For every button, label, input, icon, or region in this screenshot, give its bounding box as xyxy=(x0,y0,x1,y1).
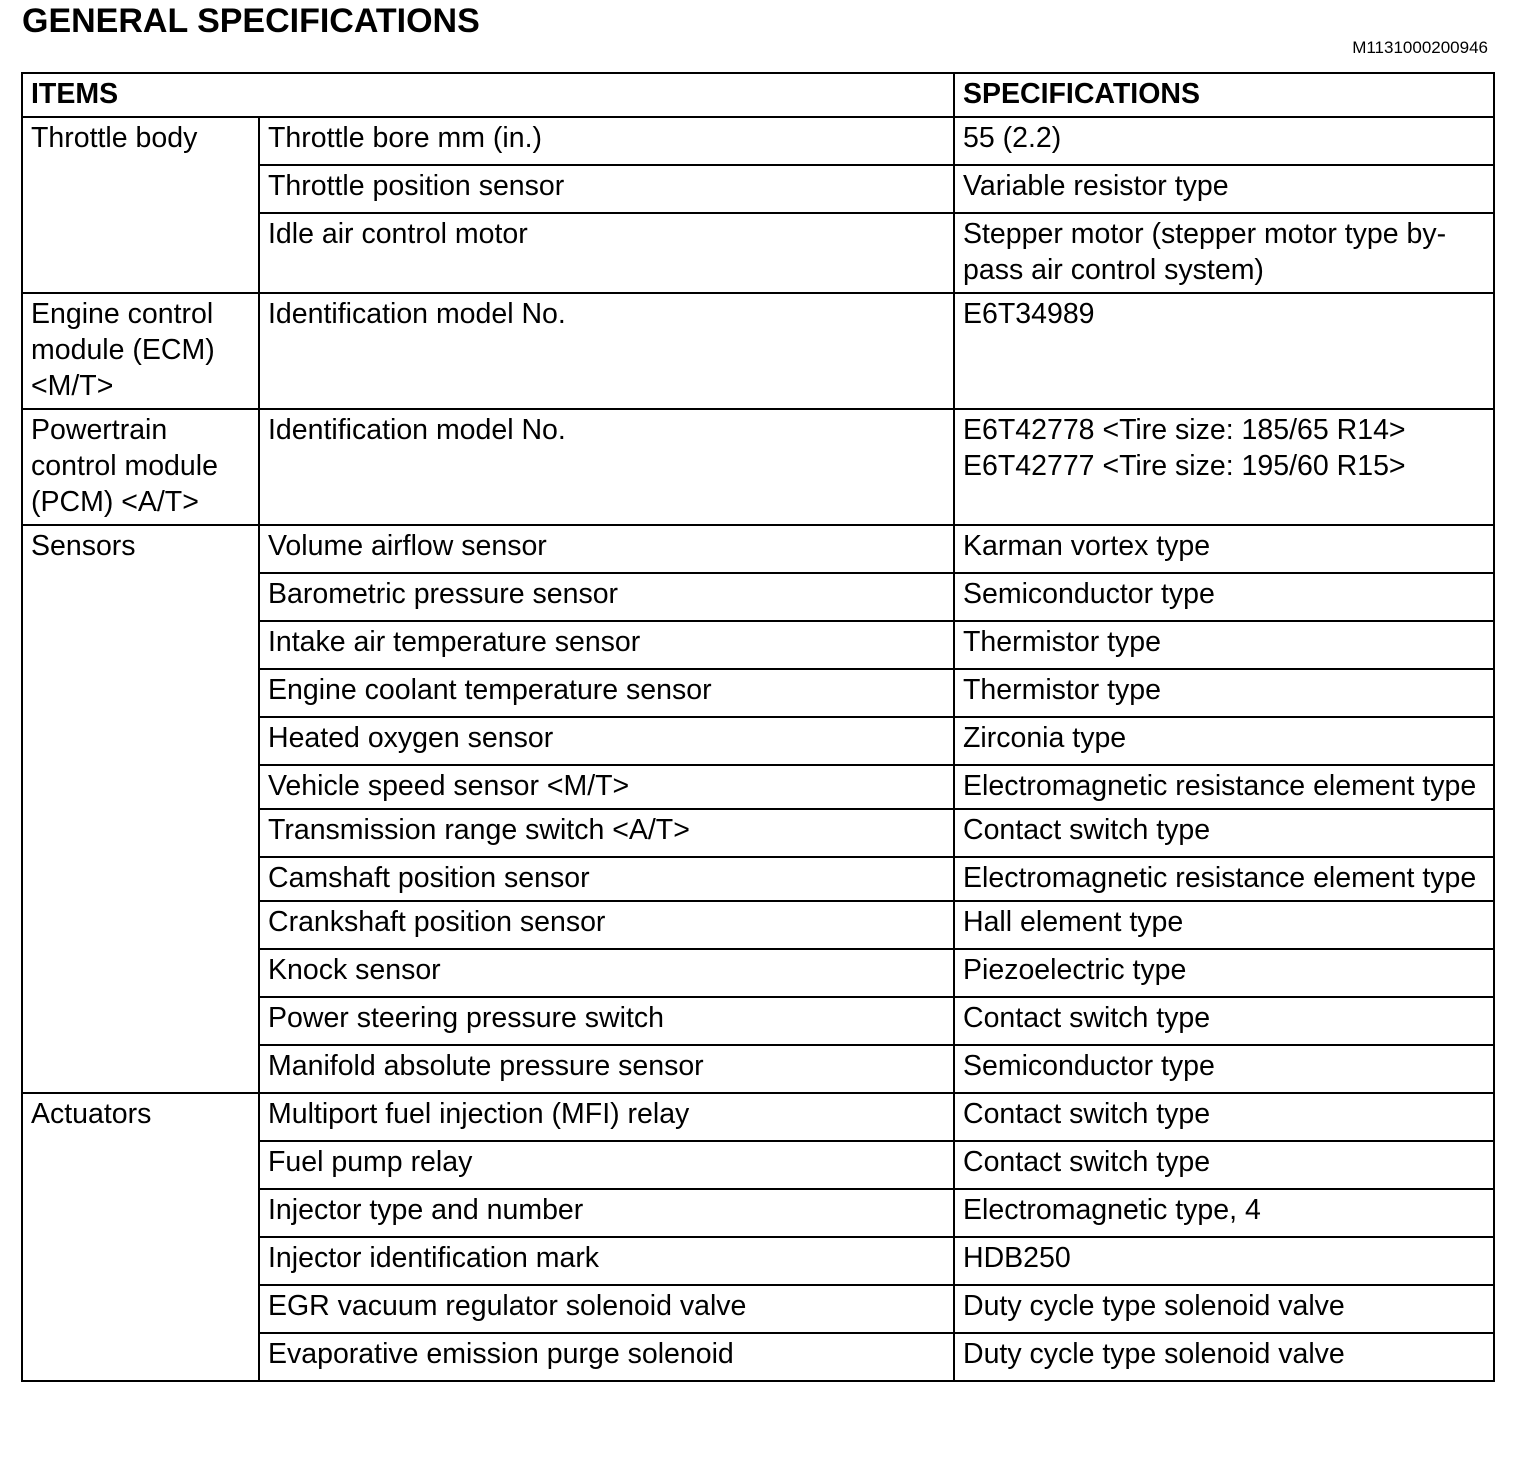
spec-cell: Piezoelectric type xyxy=(954,949,1494,997)
item-cell: Throttle position sensor xyxy=(259,165,954,213)
spec-cell: Duty cycle type solenoid valve xyxy=(954,1333,1494,1381)
item-cell: Fuel pump relay xyxy=(259,1141,954,1189)
item-cell: Throttle bore mm (in.) xyxy=(259,117,954,165)
spec-cell xyxy=(954,409,1494,525)
header-items: ITEMS xyxy=(22,73,954,117)
group-label: Actuators xyxy=(22,1093,259,1381)
table-row xyxy=(22,293,1494,409)
spec-cell: E6T34989 xyxy=(954,293,1494,409)
spec-cell: Semiconductor type xyxy=(954,573,1494,621)
group-label: Engine control module (ECM) <M/T> xyxy=(22,293,259,409)
item-cell: Volume airflow sensor xyxy=(259,525,954,573)
item-cell: Crankshaft position sensor xyxy=(259,901,954,949)
item-cell: Injector identification mark xyxy=(259,1237,954,1285)
table-row xyxy=(22,1093,1494,1141)
table-row xyxy=(22,525,1494,573)
spec-line: E6T42778 <Tire size: 185/65 R14> xyxy=(963,414,1406,446)
item-cell: Identification model No. xyxy=(259,293,954,409)
document-id: M1131000200946 xyxy=(1352,38,1488,57)
item-cell: EGR vacuum regulator solenoid valve xyxy=(259,1285,954,1333)
item-cell: Idle air control motor xyxy=(259,213,954,293)
spec-cell: Stepper motor (stepper motor type by-pass air control system) xyxy=(954,213,1494,293)
spec-cell: 55 (2.2) xyxy=(954,117,1494,165)
item-cell: Vehicle speed sensor <M/T> xyxy=(259,765,954,809)
spec-cell: Zirconia type xyxy=(954,717,1494,765)
item-cell: Transmission range switch <A/T> xyxy=(259,809,954,857)
table-header-row xyxy=(22,73,1494,117)
group-label: Throttle body xyxy=(22,117,259,293)
item-cell: Identification model No. xyxy=(259,409,954,525)
spec-cell: Contact switch type xyxy=(954,997,1494,1045)
spec-cell: Contact switch type xyxy=(954,1141,1494,1189)
page-title: GENERAL SPECIFICATIONS xyxy=(22,2,480,40)
spec-cell: Contact switch type xyxy=(954,809,1494,857)
item-cell: Injector type and number xyxy=(259,1189,954,1237)
item-cell: Intake air temperature sensor xyxy=(259,621,954,669)
spec-line: E6T42777 <Tire size: 195/60 R15> xyxy=(963,450,1406,482)
spec-cell: Electromagnetic resistance element type xyxy=(954,857,1494,901)
item-cell: Evaporative emission purge solenoid xyxy=(259,1333,954,1381)
item-cell: Knock sensor xyxy=(259,949,954,997)
item-cell: Engine coolant temperature sensor xyxy=(259,669,954,717)
spec-cell: HDB250 xyxy=(954,1237,1494,1285)
spec-cell: Contact switch type xyxy=(954,1093,1494,1141)
group-label: Sensors xyxy=(22,525,259,1093)
group-label: Powertrain control module (PCM) <A/T> xyxy=(22,409,259,525)
spec-cell: Karman vortex type xyxy=(954,525,1494,573)
spec-cell: Electromagnetic type, 4 xyxy=(954,1189,1494,1237)
item-cell: Barometric pressure sensor xyxy=(259,573,954,621)
specifications-table xyxy=(21,72,1495,1382)
item-cell: Power steering pressure switch xyxy=(259,997,954,1045)
header-specifications: SPECIFICATIONS xyxy=(954,73,1494,117)
spec-cell: Electromagnetic resistance element type xyxy=(954,765,1494,809)
spec-cell: Semiconductor type xyxy=(954,1045,1494,1093)
item-cell: Heated oxygen sensor xyxy=(259,717,954,765)
spec-cell: Thermistor type xyxy=(954,669,1494,717)
spec-cell: Thermistor type xyxy=(954,621,1494,669)
item-cell: Manifold absolute pressure sensor xyxy=(259,1045,954,1093)
spec-cell: Duty cycle type solenoid valve xyxy=(954,1285,1494,1333)
table-row xyxy=(22,117,1494,165)
spec-cell: Hall element type xyxy=(954,901,1494,949)
spec-cell: Variable resistor type xyxy=(954,165,1494,213)
item-cell: Multiport fuel injection (MFI) relay xyxy=(259,1093,954,1141)
table-row xyxy=(22,409,1494,525)
item-cell: Camshaft position sensor xyxy=(259,857,954,901)
